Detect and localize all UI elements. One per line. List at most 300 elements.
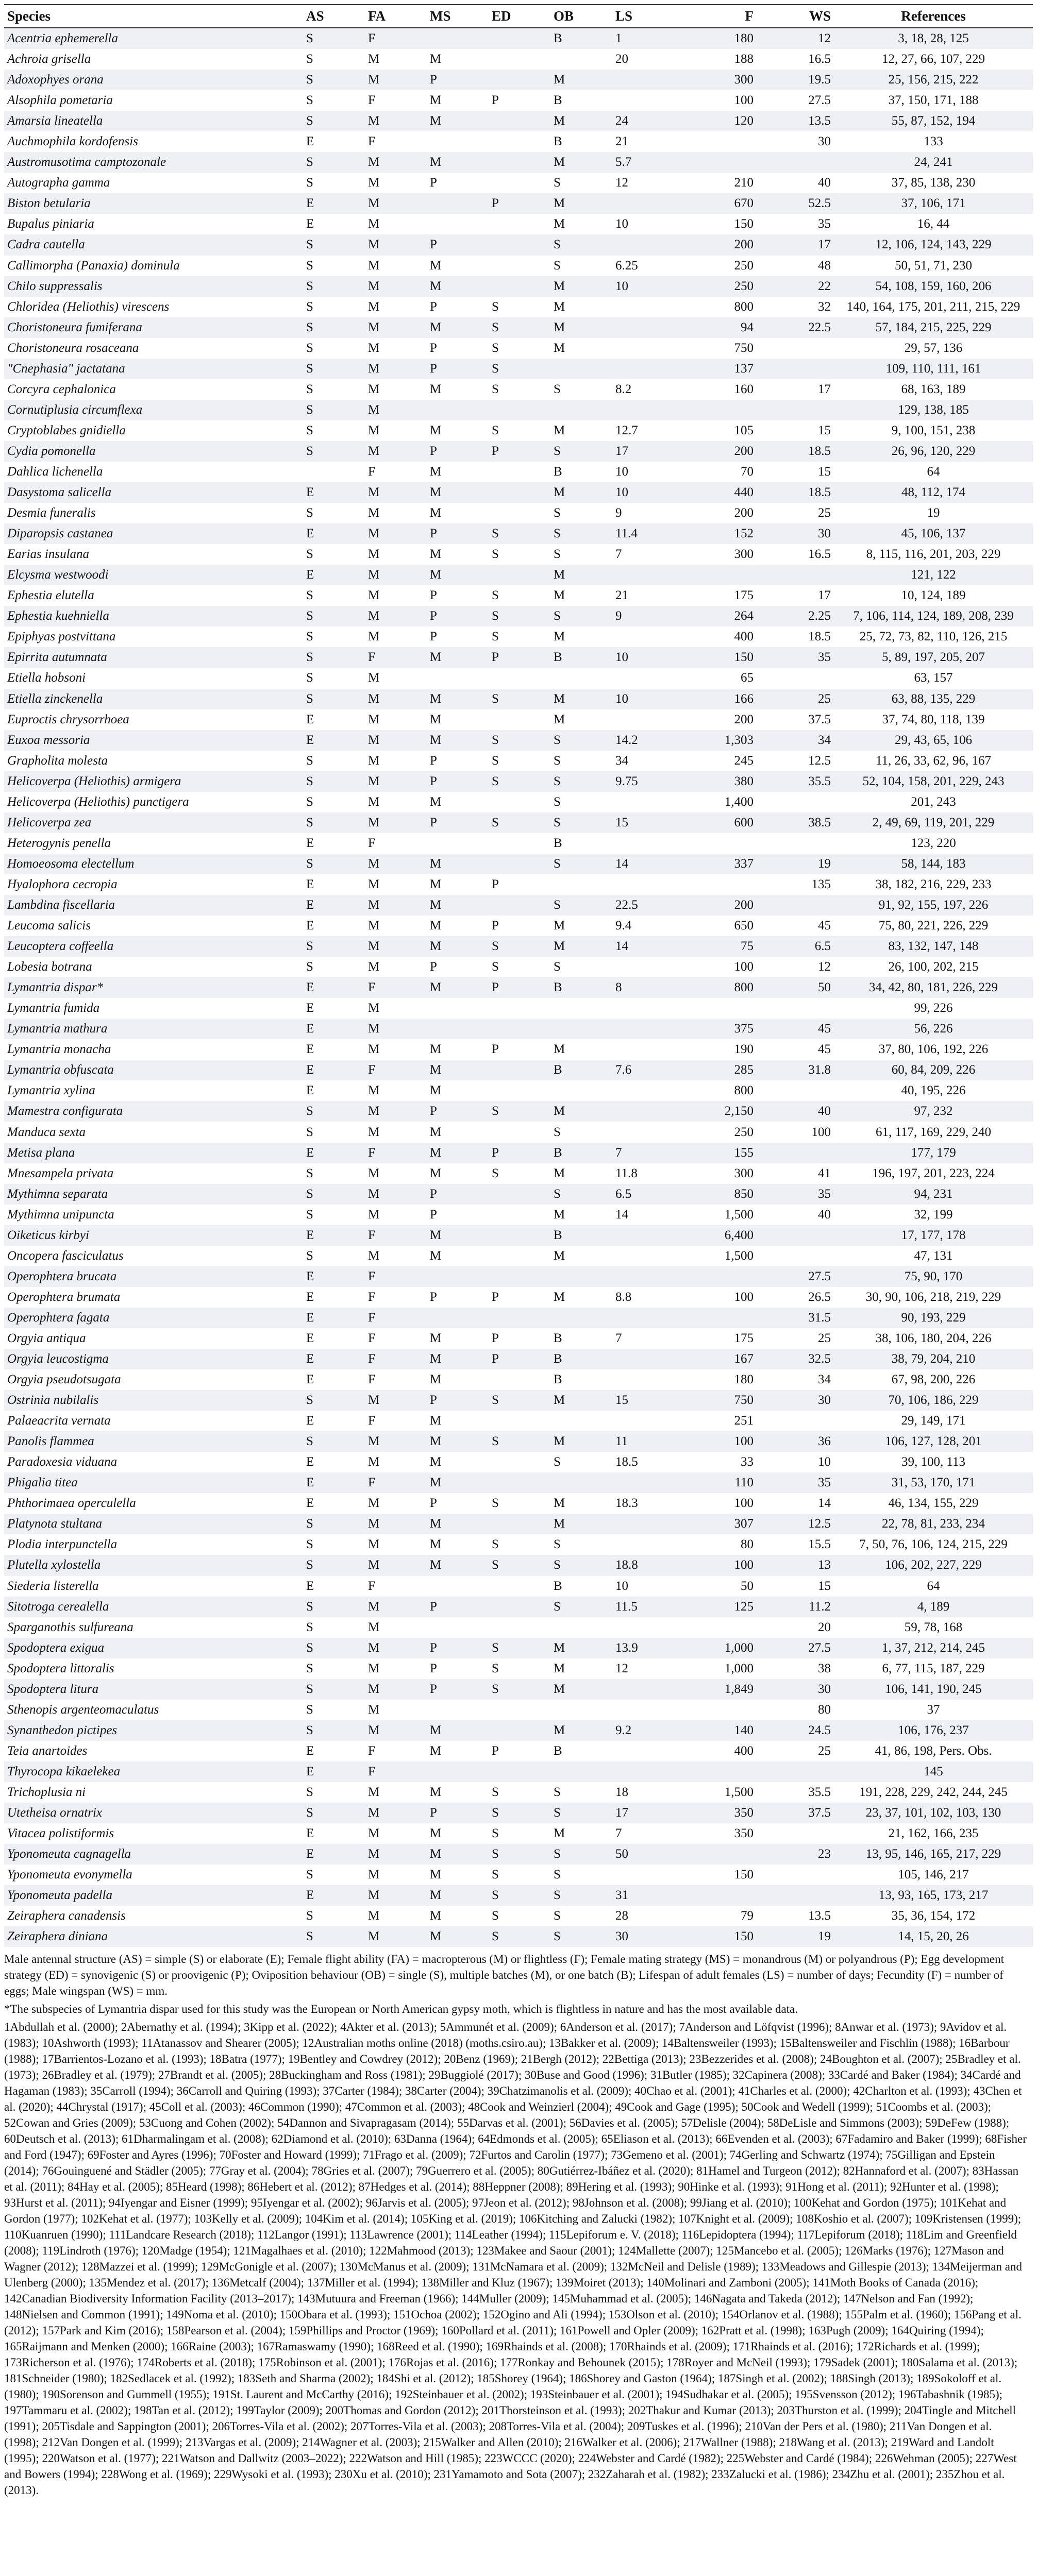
ob-cell: M bbox=[550, 1101, 612, 1122]
ob-cell bbox=[550, 998, 612, 1019]
ob-cell: B bbox=[550, 1349, 612, 1369]
as-cell: E bbox=[306, 1496, 314, 1511]
fa-cell: F bbox=[368, 93, 375, 108]
ed-cell bbox=[489, 276, 550, 297]
table-row bbox=[4, 400, 1033, 420]
references-cell: 37, 106, 171 bbox=[834, 193, 1033, 214]
as-cell: S bbox=[303, 854, 365, 874]
table-row bbox=[4, 874, 1033, 895]
references-cell: 13, 95, 146, 165, 217, 229 bbox=[834, 1844, 1033, 1865]
ed-cell: S bbox=[492, 753, 499, 768]
ms-cell: P bbox=[427, 1803, 489, 1823]
ms-cell: P bbox=[430, 1661, 437, 1675]
table-row bbox=[4, 111, 1033, 131]
as-cell: S bbox=[306, 506, 313, 520]
as-cell: S bbox=[303, 1431, 365, 1452]
references-cell: 38, 79, 204, 210 bbox=[834, 1349, 1033, 1369]
references-cell: 7, 50, 76, 106, 124, 215, 229 bbox=[859, 1537, 1008, 1552]
ls-cell: 10 bbox=[615, 1579, 628, 1593]
as-cell: S bbox=[303, 1720, 365, 1741]
fa-cell: M bbox=[365, 317, 427, 338]
ob-cell: M bbox=[550, 152, 612, 173]
ob-cell bbox=[550, 1019, 612, 1039]
table-row bbox=[4, 1782, 1033, 1803]
fa-cell: M bbox=[365, 565, 427, 585]
ls-cell bbox=[612, 626, 679, 647]
fecundity-cell: 100 bbox=[679, 1431, 757, 1452]
ms-cell: M bbox=[430, 1042, 442, 1057]
species-cell: Operophtera brucata bbox=[4, 1266, 303, 1287]
as-cell: E bbox=[303, 730, 365, 751]
fecundity-cell: 1,303 bbox=[679, 730, 757, 751]
fa-cell: F bbox=[368, 836, 375, 850]
ms-cell bbox=[427, 1700, 489, 1720]
table-row bbox=[4, 1060, 1033, 1080]
as-cell: E bbox=[303, 1019, 365, 1039]
wingspan-cell bbox=[757, 359, 834, 379]
fecundity-cell: 65 bbox=[741, 671, 754, 685]
fa-cell: M bbox=[368, 1207, 380, 1222]
fa-cell: M bbox=[365, 359, 427, 379]
table-row bbox=[4, 256, 1033, 276]
references-cell: 56, 226 bbox=[834, 1019, 1033, 1039]
fecundity-cell: 300 bbox=[679, 70, 757, 90]
ed-cell: S bbox=[492, 1166, 499, 1180]
fa-cell: F bbox=[365, 1060, 427, 1080]
ls-cell bbox=[612, 1472, 679, 1493]
references-cell: 121, 122 bbox=[834, 565, 1033, 585]
ob-cell: S bbox=[554, 382, 561, 396]
table-row bbox=[4, 1143, 1033, 1163]
wingspan-cell: 37.5 bbox=[808, 712, 831, 726]
species-cell: Sthenopis argenteomaculatus bbox=[7, 1702, 159, 1717]
ms-cell: P bbox=[427, 523, 489, 544]
ed-cell bbox=[489, 1452, 550, 1472]
ms-cell bbox=[427, 131, 489, 152]
ms-cell: M bbox=[427, 647, 489, 668]
ob-cell: S bbox=[550, 523, 612, 544]
references-cell: 31, 53, 170, 171 bbox=[834, 1472, 1033, 1493]
wingspan-cell: 19.5 bbox=[757, 70, 834, 90]
fecundity-cell: 150 bbox=[679, 1926, 757, 1947]
ed-cell: S bbox=[489, 771, 550, 792]
ms-cell: M bbox=[427, 1143, 489, 1163]
fa-cell: F bbox=[368, 134, 375, 149]
ls-cell: 10 bbox=[615, 465, 628, 479]
table-row bbox=[4, 1122, 1033, 1142]
fecundity-cell bbox=[679, 152, 757, 173]
species-cell: Leucoptera coffeella bbox=[4, 936, 303, 957]
ms-cell: M bbox=[427, 854, 489, 874]
ed-cell: S bbox=[489, 1844, 550, 1865]
ob-cell: S bbox=[554, 1785, 561, 1799]
species-cell: Leucoma salicis bbox=[7, 919, 91, 933]
ed-cell bbox=[489, 1060, 550, 1080]
ls-cell bbox=[612, 1080, 679, 1101]
fecundity-cell: 251 bbox=[734, 1414, 754, 1428]
species-cell: Cydia pomonella bbox=[4, 441, 303, 462]
ed-cell bbox=[489, 565, 550, 585]
wingspan-cell bbox=[757, 1885, 834, 1906]
references-cell: 24, 241 bbox=[834, 152, 1033, 173]
ls-cell bbox=[612, 792, 679, 812]
species-cell: Biston betularia bbox=[4, 193, 303, 214]
ls-cell bbox=[612, 1514, 679, 1534]
fecundity-cell: 1,000 bbox=[679, 1638, 757, 1658]
wingspan-cell: 12 bbox=[818, 960, 831, 974]
ed-cell bbox=[489, 1308, 550, 1328]
fa-cell: M bbox=[368, 217, 380, 231]
references-cell: 46, 134, 155, 229 bbox=[888, 1496, 979, 1511]
fa-cell: F bbox=[368, 1290, 375, 1304]
wingspan-cell: 31.5 bbox=[757, 1308, 834, 1328]
ed-cell: S bbox=[489, 1101, 550, 1122]
ob-cell bbox=[550, 1266, 612, 1287]
ms-cell: M bbox=[427, 977, 489, 998]
ls-cell: 9 bbox=[612, 606, 679, 626]
species-cell: "Cnephasia" jactatana bbox=[4, 359, 303, 379]
species-cell: Desmia funeralis bbox=[7, 506, 96, 520]
as-cell: S bbox=[303, 1679, 365, 1700]
ob-cell bbox=[550, 1761, 612, 1782]
references-cell: 55, 87, 152, 194 bbox=[834, 111, 1033, 131]
as-cell: E bbox=[303, 1143, 365, 1163]
references-cell: 45, 106, 137 bbox=[834, 523, 1033, 544]
fecundity-cell: 2,150 bbox=[679, 1101, 757, 1122]
as-cell: E bbox=[306, 1083, 314, 1098]
wingspan-cell bbox=[757, 400, 834, 420]
ed-cell: P bbox=[492, 919, 499, 933]
references-cell: 50, 51, 71, 230 bbox=[895, 258, 972, 273]
fa-cell: M bbox=[365, 1679, 427, 1700]
ob-cell: S bbox=[550, 771, 612, 792]
fecundity-cell: 75 bbox=[679, 936, 757, 957]
fecundity-cell bbox=[679, 1700, 757, 1720]
ls-cell: 10 bbox=[615, 217, 628, 231]
ob-cell: S bbox=[554, 506, 561, 520]
fa-cell: M bbox=[368, 1248, 380, 1263]
ms-cell: M bbox=[430, 1331, 442, 1345]
ob-cell: M bbox=[550, 317, 612, 338]
ob-cell: M bbox=[554, 1042, 565, 1057]
species-cell: Amarsia lineatella bbox=[4, 111, 303, 131]
fa-cell: F bbox=[368, 465, 375, 479]
ls-cell: 34 bbox=[615, 753, 628, 768]
as-cell: E bbox=[303, 1349, 365, 1369]
fecundity-cell: 140 bbox=[679, 1720, 757, 1741]
fa-cell: M bbox=[365, 1885, 427, 1906]
references-cell: 38, 106, 180, 204, 226 bbox=[875, 1331, 992, 1345]
ls-cell: 11.5 bbox=[612, 1597, 679, 1617]
table-row bbox=[4, 1617, 1033, 1638]
species-cell: Utetheisa ornatrix bbox=[4, 1803, 303, 1823]
ls-cell bbox=[612, 359, 679, 379]
ob-cell: B bbox=[550, 977, 612, 998]
wingspan-cell bbox=[757, 565, 834, 585]
fa-cell: M bbox=[365, 1844, 427, 1865]
ms-cell: P bbox=[427, 771, 489, 792]
table-row bbox=[4, 28, 1033, 49]
as-cell: S bbox=[306, 630, 313, 644]
ed-cell: P bbox=[489, 647, 550, 668]
as-cell: E bbox=[306, 1579, 314, 1593]
wingspan-cell bbox=[757, 792, 834, 812]
ms-cell: P bbox=[430, 960, 437, 974]
ed-cell bbox=[489, 1246, 550, 1266]
table-row bbox=[4, 234, 1033, 255]
fecundity-cell: 250 bbox=[734, 258, 754, 273]
fecundity-cell bbox=[679, 874, 757, 895]
ms-cell: M bbox=[430, 1248, 442, 1263]
wingspan-cell: 18.5 bbox=[757, 441, 834, 462]
species-cell: Thyrocopa kikaelekea bbox=[4, 1761, 303, 1782]
table-row bbox=[4, 1534, 1033, 1555]
ls-cell bbox=[612, 70, 679, 90]
ed-cell: S bbox=[489, 359, 550, 379]
ob-cell bbox=[550, 1617, 612, 1638]
table-row bbox=[4, 751, 1033, 771]
references-cell: 201, 243 bbox=[911, 794, 956, 809]
ls-cell bbox=[612, 400, 679, 420]
ed-cell: S bbox=[489, 812, 550, 833]
wingspan-cell: 45 bbox=[818, 919, 831, 933]
fa-cell: M bbox=[365, 276, 427, 297]
table-row bbox=[4, 1555, 1033, 1575]
wingspan-cell: 12.5 bbox=[757, 1514, 834, 1534]
table-row bbox=[4, 1741, 1033, 1761]
references-cell: 140, 164, 175, 201, 211, 215, 229 bbox=[846, 299, 1021, 314]
table-row bbox=[4, 1328, 1033, 1349]
wingspan-cell: 52.5 bbox=[757, 193, 834, 214]
ed-cell: S bbox=[489, 1885, 550, 1906]
references-cell: 40, 195, 226 bbox=[901, 1083, 966, 1098]
species-cell: Oncopera fasciculatus bbox=[7, 1248, 124, 1263]
ob-cell: M bbox=[554, 1496, 565, 1511]
as-cell: S bbox=[306, 960, 313, 974]
ed-cell: P bbox=[489, 441, 550, 462]
ls-cell: 24 bbox=[612, 111, 679, 131]
references-cell: 34, 42, 80, 181, 226, 229 bbox=[834, 977, 1033, 998]
as-cell: E bbox=[306, 217, 314, 231]
table-row bbox=[4, 214, 1033, 234]
fa-cell: M bbox=[368, 1166, 380, 1180]
as-cell: E bbox=[303, 1266, 365, 1287]
fa-cell: M bbox=[368, 1125, 380, 1139]
ed-cell: S bbox=[492, 1661, 499, 1675]
as-cell: S bbox=[303, 936, 365, 957]
ed-cell: P bbox=[492, 1331, 499, 1345]
table-row bbox=[4, 441, 1033, 462]
ob-cell: B bbox=[550, 1060, 612, 1080]
as-cell: S bbox=[303, 1803, 365, 1823]
ob-cell: M bbox=[554, 588, 565, 603]
references-cell: 11, 26, 33, 62, 96, 167 bbox=[875, 753, 992, 768]
fecundity-cell: 150 bbox=[679, 647, 757, 668]
references-cell: 9, 100, 151, 238 bbox=[891, 423, 976, 437]
ob-cell: B bbox=[554, 93, 562, 108]
fecundity-cell: 250 bbox=[734, 1125, 754, 1139]
wingspan-cell: 18.5 bbox=[757, 482, 834, 503]
fecundity-cell: 200 bbox=[679, 895, 757, 916]
fecundity-cell: 200 bbox=[734, 506, 754, 520]
fecundity-cell: 200 bbox=[679, 234, 757, 255]
fecundity-cell: 400 bbox=[734, 630, 754, 644]
species-cell: Oiketicus kirbyi bbox=[4, 1225, 303, 1246]
ms-cell: P bbox=[427, 1638, 489, 1658]
fecundity-cell: 110 bbox=[679, 1472, 757, 1493]
as-cell: S bbox=[306, 547, 313, 562]
as-cell: E bbox=[306, 1290, 314, 1304]
ms-cell: M bbox=[430, 1083, 442, 1098]
table-row bbox=[4, 1080, 1033, 1101]
fecundity-cell: 79 bbox=[741, 1909, 754, 1923]
table-row bbox=[4, 503, 1033, 523]
fecundity-cell: 152 bbox=[679, 523, 757, 544]
ms-cell bbox=[427, 214, 489, 234]
wingspan-cell bbox=[757, 1143, 834, 1163]
species-cell: Autographa gamma bbox=[7, 176, 110, 190]
fa-cell: M bbox=[365, 1019, 427, 1039]
wingspan-cell: 16.5 bbox=[808, 52, 831, 66]
ls-cell bbox=[612, 874, 679, 895]
ls-cell bbox=[612, 1617, 679, 1638]
ms-cell: P bbox=[427, 441, 489, 462]
ls-cell: 9.2 bbox=[612, 1720, 679, 1741]
references-cell: 177, 179 bbox=[834, 1143, 1033, 1163]
species-cell: Bupalus piniaria bbox=[7, 217, 94, 231]
table-row bbox=[4, 1638, 1033, 1658]
ob-cell: M bbox=[554, 630, 565, 644]
ed-cell bbox=[489, 173, 550, 193]
ms-cell: M bbox=[430, 423, 442, 437]
ls-cell: 9.4 bbox=[615, 919, 632, 933]
ms-cell: M bbox=[427, 111, 489, 131]
ls-cell: 14.2 bbox=[612, 730, 679, 751]
ed-cell bbox=[489, 1019, 550, 1039]
ob-cell: B bbox=[554, 465, 562, 479]
ms-cell: M bbox=[430, 506, 442, 520]
fa-cell: M bbox=[365, 1555, 427, 1575]
fecundity-cell: 800 bbox=[734, 299, 754, 314]
fa-cell: M bbox=[368, 341, 380, 355]
table-row bbox=[4, 1493, 1033, 1514]
wingspan-cell: 22.5 bbox=[757, 317, 834, 338]
ls-cell: 8 bbox=[612, 977, 679, 998]
species-cell: Orgyia pseudotsugata bbox=[7, 1372, 121, 1387]
wingspan-cell: 48 bbox=[818, 258, 831, 273]
references-cell: 60, 84, 209, 226 bbox=[834, 1060, 1033, 1080]
table-row bbox=[4, 70, 1033, 90]
ms-cell: M bbox=[427, 730, 489, 751]
as-cell: E bbox=[306, 712, 314, 726]
fecundity-cell: 33 bbox=[741, 1455, 754, 1469]
fecundity-cell bbox=[679, 1761, 757, 1782]
ls-cell: 1 bbox=[612, 28, 679, 49]
ob-cell: B bbox=[554, 1579, 562, 1593]
ms-cell: M bbox=[427, 1885, 489, 1906]
ms-cell: M bbox=[430, 1125, 442, 1139]
ls-cell bbox=[612, 338, 679, 359]
fecundity-cell: 350 bbox=[734, 1826, 754, 1841]
wingspan-cell: 34 bbox=[818, 1372, 831, 1387]
as-cell: E bbox=[303, 895, 365, 916]
ed-cell bbox=[489, 1597, 550, 1617]
table-row bbox=[4, 1308, 1033, 1328]
as-cell: S bbox=[303, 359, 365, 379]
ls-cell: 17 bbox=[612, 1803, 679, 1823]
wingspan-cell: 15 bbox=[818, 423, 831, 437]
ed-cell bbox=[489, 1205, 550, 1225]
ls-cell: 21 bbox=[615, 588, 628, 603]
table-row bbox=[4, 131, 1033, 152]
species-cell: Manduca sexta bbox=[7, 1125, 86, 1139]
table-row bbox=[4, 420, 1033, 441]
ob-cell: S bbox=[550, 1844, 612, 1865]
species-cell: Paradoxesia viduana bbox=[7, 1455, 118, 1469]
ms-cell bbox=[427, 998, 489, 1019]
ms-cell: P bbox=[430, 1290, 437, 1304]
fa-cell: M bbox=[365, 234, 427, 255]
ms-cell: M bbox=[427, 689, 489, 709]
ob-cell: S bbox=[550, 812, 612, 833]
ms-cell: M bbox=[427, 1514, 489, 1534]
wingspan-cell: 26.5 bbox=[808, 1290, 831, 1304]
ob-cell: M bbox=[554, 1248, 565, 1263]
references-cell: 12, 27, 66, 107, 229 bbox=[882, 52, 985, 66]
ms-cell bbox=[427, 1576, 489, 1597]
ob-cell: M bbox=[554, 423, 565, 437]
ms-cell: M bbox=[430, 712, 442, 726]
ed-cell: S bbox=[492, 547, 499, 562]
ed-cell: S bbox=[492, 588, 499, 603]
ed-cell bbox=[489, 49, 550, 70]
fecundity-cell bbox=[679, 1885, 757, 1906]
ms-cell: M bbox=[430, 52, 442, 66]
references-cell: 29, 43, 65, 106 bbox=[834, 730, 1033, 751]
species-cell: Etiella zinckenella bbox=[4, 689, 303, 709]
table-row bbox=[4, 833, 1033, 854]
species-cell: Dasystoma salicella bbox=[4, 482, 303, 503]
ls-cell: 7 bbox=[615, 1826, 622, 1841]
footnote: *The subspecies of Lymantria dispar used for this study was the European or North American gypsy moth, which is flightless in nature and has the most available data. bbox=[4, 2003, 798, 2016]
fecundity-cell: 1,500 bbox=[724, 1207, 754, 1222]
table-row bbox=[4, 1039, 1033, 1060]
table-row bbox=[4, 1369, 1033, 1390]
wingspan-cell bbox=[757, 998, 834, 1019]
ob-cell: M bbox=[550, 1390, 612, 1411]
table-row bbox=[4, 668, 1033, 688]
table-row bbox=[4, 462, 1033, 482]
as-cell: S bbox=[303, 317, 365, 338]
as-cell: S bbox=[306, 1166, 313, 1180]
as-cell: S bbox=[303, 1390, 365, 1411]
references-cell: 26, 100, 202, 215 bbox=[888, 960, 979, 974]
ms-cell: M bbox=[430, 93, 442, 108]
fecundity-cell: 400 bbox=[734, 1743, 754, 1758]
fecundity-cell: 285 bbox=[679, 1060, 757, 1080]
fa-cell: M bbox=[368, 1702, 380, 1717]
species-cell: Dahlica lichenella bbox=[7, 465, 103, 479]
species-cell: Metisa plana bbox=[4, 1143, 303, 1163]
wingspan-cell: 41 bbox=[818, 1166, 831, 1180]
ms-cell bbox=[427, 1617, 489, 1638]
references-cell: 47, 131 bbox=[914, 1248, 953, 1263]
fecundity-cell: 350 bbox=[679, 1803, 757, 1823]
ed-cell: S bbox=[492, 1496, 499, 1511]
ls-cell: 7 bbox=[615, 547, 622, 562]
species-cell: Homoeosoma electellum bbox=[4, 854, 303, 874]
fecundity-cell: 850 bbox=[679, 1184, 757, 1205]
